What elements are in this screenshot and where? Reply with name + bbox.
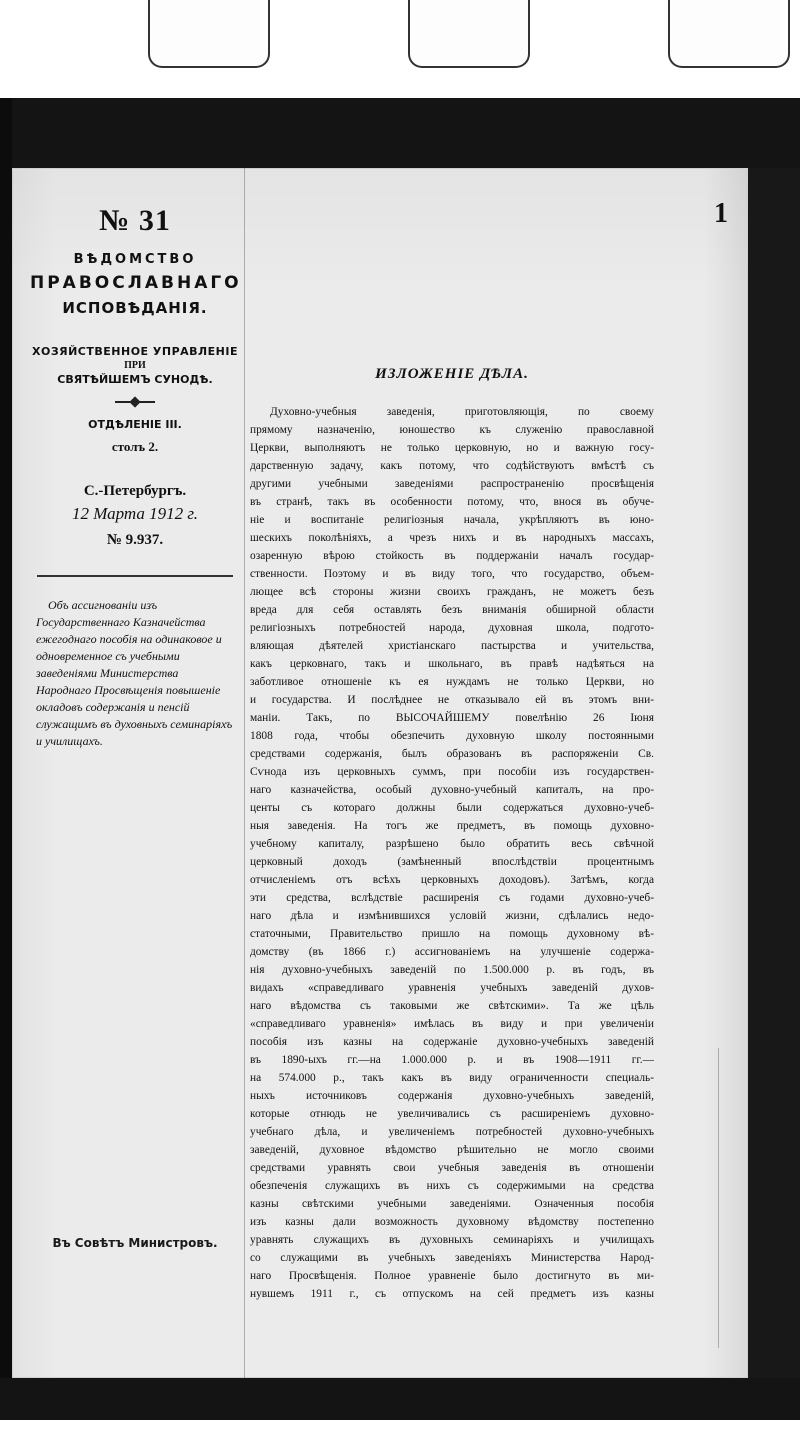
body-text-line: ныхъ источниковъ содержанія духовно-учебныхъ заведеній, <box>250 1090 654 1102</box>
body-text-line: лющее всѣ стороны жизни своихъ гражданъ, не можетъ безъ <box>250 586 654 598</box>
scan-edge <box>0 98 12 1438</box>
film-sprocket-hole <box>408 0 530 68</box>
body-text-line: средствами уравнять свои учебныя заведенія въ отношеніи <box>250 1162 654 1174</box>
body-text-line: отчисленіемъ отъ всѣхъ церковныхъ доходовъ). Затѣмъ, когда <box>250 874 654 886</box>
body-text-line: другими учебными заведеніями распространенію просвѣщенія <box>250 478 654 490</box>
body-text-line: вреда для себя оставлять безъ вниманія обширной области <box>250 604 654 616</box>
ornament-divider <box>115 398 155 406</box>
department-line: ПРАВОСЛАВНАГО <box>30 273 242 293</box>
page-number: 1 <box>714 198 728 229</box>
body-text-line: дарственную задачу, какъ потому, что содѣйствуютъ вмѣстѣ съ <box>250 460 654 472</box>
body-text-line: которые отнюдь не увеличивались съ расширеніемъ духовно- <box>250 1108 654 1120</box>
body-text-line: заведеній, духовное вѣдомство рѣшительно не могло своими <box>250 1144 654 1156</box>
body-text-line: Духовно-учебныя заведенія, приготовляющія, по своему <box>270 406 654 418</box>
horizontal-rule <box>37 575 233 577</box>
body-text-line: видахъ «справедливаго уравненія учебныхъ заведеній духов- <box>250 982 654 994</box>
body-text-line: религіозныхъ потребностей народа, духовная школа, подгото- <box>250 622 654 634</box>
body-text-line: эти средства, вслѣдствіе расширенія съ годами духовно-учеб- <box>250 892 654 904</box>
document-number: № 31 <box>99 204 171 237</box>
body-text-line: со служащими въ учебныхъ заведеніяхъ Министерства Народ- <box>250 1252 654 1264</box>
body-text-line: наго вѣдомства съ таковыми же свѣтскими». Та же цѣль <box>250 1000 654 1012</box>
city-label: С.-Петербургъ. <box>83 483 187 499</box>
body-text-line: ныя заведенія. На тогъ же предметъ, въ помощь духовно- <box>250 820 654 832</box>
body-text-line: наго казначейства, особый духовно-учебный капиталъ, на про- <box>250 784 654 796</box>
body-text-line: «справедливаго уравненія» имѣлась въ виду и при увеличеніи <box>250 1018 654 1030</box>
body-text-line: 1808 года, чтобы обезпечить духовную школу постоянными <box>250 730 654 742</box>
subject-summary: Объ ассигнованіи изъ Государственнаго Казначейства ежегоднаго пособія на одинаковое и одновременное съ учебными заведеніями Министерства Народнаго Просвѣщенія повышеніе окладовъ содержанія и пенсій служащимъ въ духовныхъ семинаріяхъ и училищахъ. <box>36 598 233 748</box>
main-text-column <box>250 366 654 1303</box>
body-text <box>250 403 654 1303</box>
body-text-line: пособія изъ казны на содержаніе духовно-учебныхъ заведеній <box>250 1036 654 1048</box>
body-text-line: въ 1890-ыхъ гг.—на 1.000.000 р. и въ 1908—1911 гг.— <box>250 1054 654 1066</box>
body-text-line: какъ церковнаго, такъ и школьнаго, въ правѣ надѣяться на <box>250 658 654 670</box>
film-sprocket-hole <box>668 0 790 68</box>
body-text-line: Церкви, выполняютъ не только церковную, но и важную госу- <box>250 442 654 454</box>
body-text-line: ственности. Поэтому и въ виду того, что государство, объем- <box>250 568 654 580</box>
body-text-line: уравнять служащихъ въ духовныхъ семинаріяхъ и училищахъ <box>250 1234 654 1246</box>
body-text-line: прямому назначенію, юношество къ служенію православной <box>250 424 654 436</box>
department-line: ВѢДОМСТВО <box>73 252 197 267</box>
management-synod: СВЯТѢЙШЕМЪ СУНОДѢ. <box>57 373 213 386</box>
letterhead-column <box>30 204 240 750</box>
table-label: столъ 2. <box>111 439 159 454</box>
body-text-line: изъ казны дали возможность духовному вѣдомству постепенно <box>250 1216 654 1228</box>
body-text-line: центы съ котораго должны были содержаться духовно-учеб- <box>250 802 654 814</box>
body-text-line: вляющая дѣятелей христіанскаго пастырства и учительства, <box>250 640 654 652</box>
body-text-line: шескихъ поколѣніяхъ, а чрезъ нихъ и въ народныхъ массахъ, <box>250 532 654 544</box>
film-strip-edge <box>0 1420 800 1438</box>
document-date: 12 Марта 1912 г. <box>71 504 199 523</box>
document-page <box>12 168 748 1378</box>
body-text-line: ніе и воспитаніе религіозныя начала, укрѣпляютъ въ юно- <box>250 514 654 526</box>
body-text-line: нувшемъ 1911 г., съ отпускомъ на сей предметъ изъ казны <box>250 1288 654 1300</box>
film-sprocket-hole <box>148 0 270 68</box>
body-text-line: средствами содержанія, былъ образованъ въ распоряженіи Св. <box>250 748 654 760</box>
body-text-line: наго Просвѣщенія. Полное уравненіе было достигнуто въ ми- <box>250 1270 654 1282</box>
body-text-line: казны свѣтскими учебными заведеніями. Означенныя пособія <box>250 1198 654 1210</box>
body-text-line: нія духовно-учебныхъ заведеній по 1.500.000 р. въ годъ, въ <box>250 964 654 976</box>
body-text-line: на 574.000 р., такъ какъ въ виду ограниченности специаль- <box>250 1072 654 1084</box>
body-text-line: въ странѣ, такъ въ особенности потому, что, внося въ обуче- <box>250 496 654 508</box>
body-text-line: домству (въ 1866 г.) ассигнованіемъ на улучшеніе содержа- <box>250 946 654 958</box>
film-strip-top <box>0 0 800 98</box>
recipient-line: Въ Совѣтъ Министровъ. <box>52 1236 218 1250</box>
body-text-line: учебному капиталу, разрѣшено было обратить весь свѣчной <box>250 838 654 850</box>
body-text-line: церковный доходъ (замѣненный впослѣдствіи процентнымъ <box>250 856 654 868</box>
film-scratch <box>718 1048 719 1348</box>
film-right-border <box>748 168 800 1378</box>
body-text-line: учебнаго дѣла, и увеличеніемъ потребностей духовно-учебныхъ <box>250 1126 654 1138</box>
department-line: ИСПОВѢДАНІЯ. <box>62 299 208 317</box>
body-text-line: Сѵнода изъ церковныхъ суммъ, при пособіи изъ государствен- <box>250 766 654 778</box>
body-text-line: и государства. И послѣднее не отказывало ей въ этомъ вни- <box>250 694 654 706</box>
body-text-line: маніи. Такъ, по ВЫСОЧАЙШЕМУ повелѣнію 26 Іюня <box>250 712 654 724</box>
body-text-line: статочными, Правительство пришло на помощь духовному вѣ- <box>250 928 654 940</box>
body-text-line: обезпеченія служащихъ въ нихъ съ содержимыми на средства <box>250 1180 654 1192</box>
film-scratch <box>244 168 245 1378</box>
body-text-line: заботливое отношеніе къ ея нуждамъ не только Церкви, но <box>250 676 654 688</box>
body-text-line: наго дѣла и измѣнившихся условій жизни, сдѣлались недо- <box>250 910 654 922</box>
registration-number: № 9.937. <box>106 532 164 548</box>
management-pri: ПРИ <box>124 360 146 371</box>
management-title: ХОЗЯЙСТВЕННОЕ УПРАВЛЕНІЕ <box>31 345 238 358</box>
section-label: ОТДѢЛЕНІЕ III. <box>88 418 182 431</box>
body-text-line: озаренную вѣрою стойкость въ поддержаніи началъ государ- <box>250 550 654 562</box>
section-heading: ИЗЛОЖЕНІЕ ДѢЛА. <box>375 366 529 382</box>
